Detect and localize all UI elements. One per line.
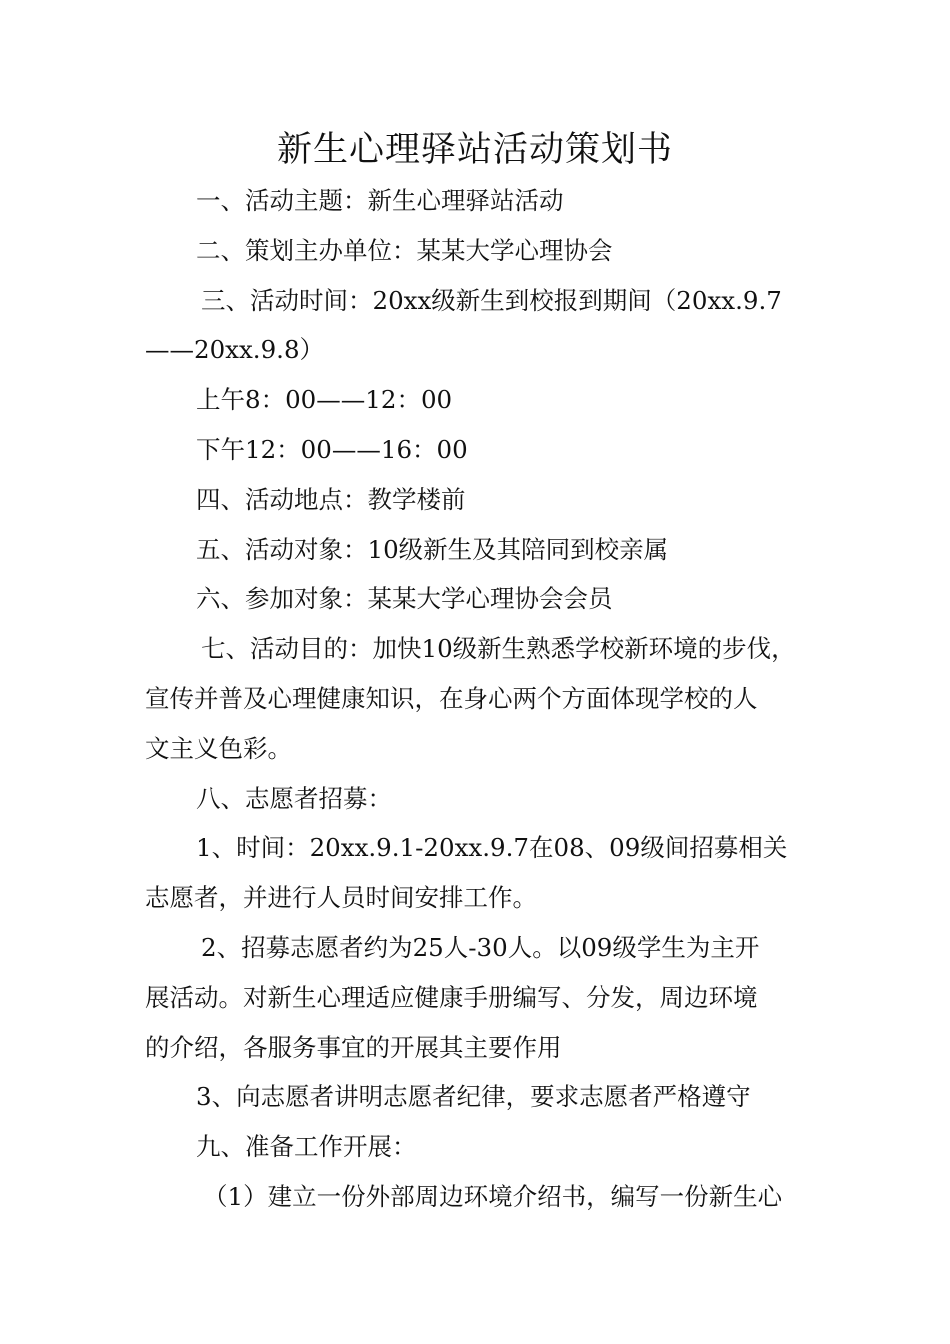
document-line: 八、志愿者招募： xyxy=(196,783,392,813)
document-line: 九、准备工作开展： xyxy=(196,1132,417,1162)
document-line: 上午8：00——12：00 xyxy=(196,385,453,415)
document-body xyxy=(145,176,815,1222)
document-line: 下午12：00——16：00 xyxy=(196,434,468,464)
document-line: （1）建立一份外部周边环境介绍书，编写一份新生心 xyxy=(203,1181,783,1211)
document-line: 一、活动主题：新生心理驿站活动 xyxy=(196,186,564,215)
document-line: 文主义色彩。 xyxy=(145,733,292,763)
document-line: 的介绍，各服务事宜的开展其主要作用 xyxy=(145,1032,562,1062)
document-line: 展活动。对新生心理适应健康手册编写、分发，周边环境 xyxy=(145,982,758,1012)
document-line: 五、活动对象：10级新生及其陪同到校亲属 xyxy=(196,534,669,564)
document-line: ——20xx.9.8） xyxy=(145,335,325,365)
document-line: 2、招募志愿者约为25人-30人。以09级学生为主开 xyxy=(201,932,760,962)
document-line: 志愿者，并进行人员时间安排工作。 xyxy=(145,883,537,913)
document-title: 新生心理驿站活动策划书 xyxy=(276,130,673,170)
document-line: 宣传并普及心理健康知识，在身心两个方面体现学校的人 xyxy=(145,683,758,713)
document-line: 四、活动地点：教学楼前 xyxy=(196,484,466,514)
document-line: 3、向志愿者讲明志愿者纪律，要求志愿者严格遵守 xyxy=(196,1082,751,1112)
document-line: 三、活动时间：20xx级新生到校报到期间（20xx.9.7 xyxy=(201,285,782,315)
document-line: 六、参加对象：某某大学心理协会会员 xyxy=(196,584,613,614)
document-line: 二、策划主办单位：某某大学心理协会 xyxy=(196,235,613,265)
document-line: 1、时间：20xx.9.1-20xx.9.7在08、09级间招募相关 xyxy=(196,833,788,863)
document-line: 七、活动目的：加快10级新生熟悉学校新环境的步伐， xyxy=(201,634,796,664)
